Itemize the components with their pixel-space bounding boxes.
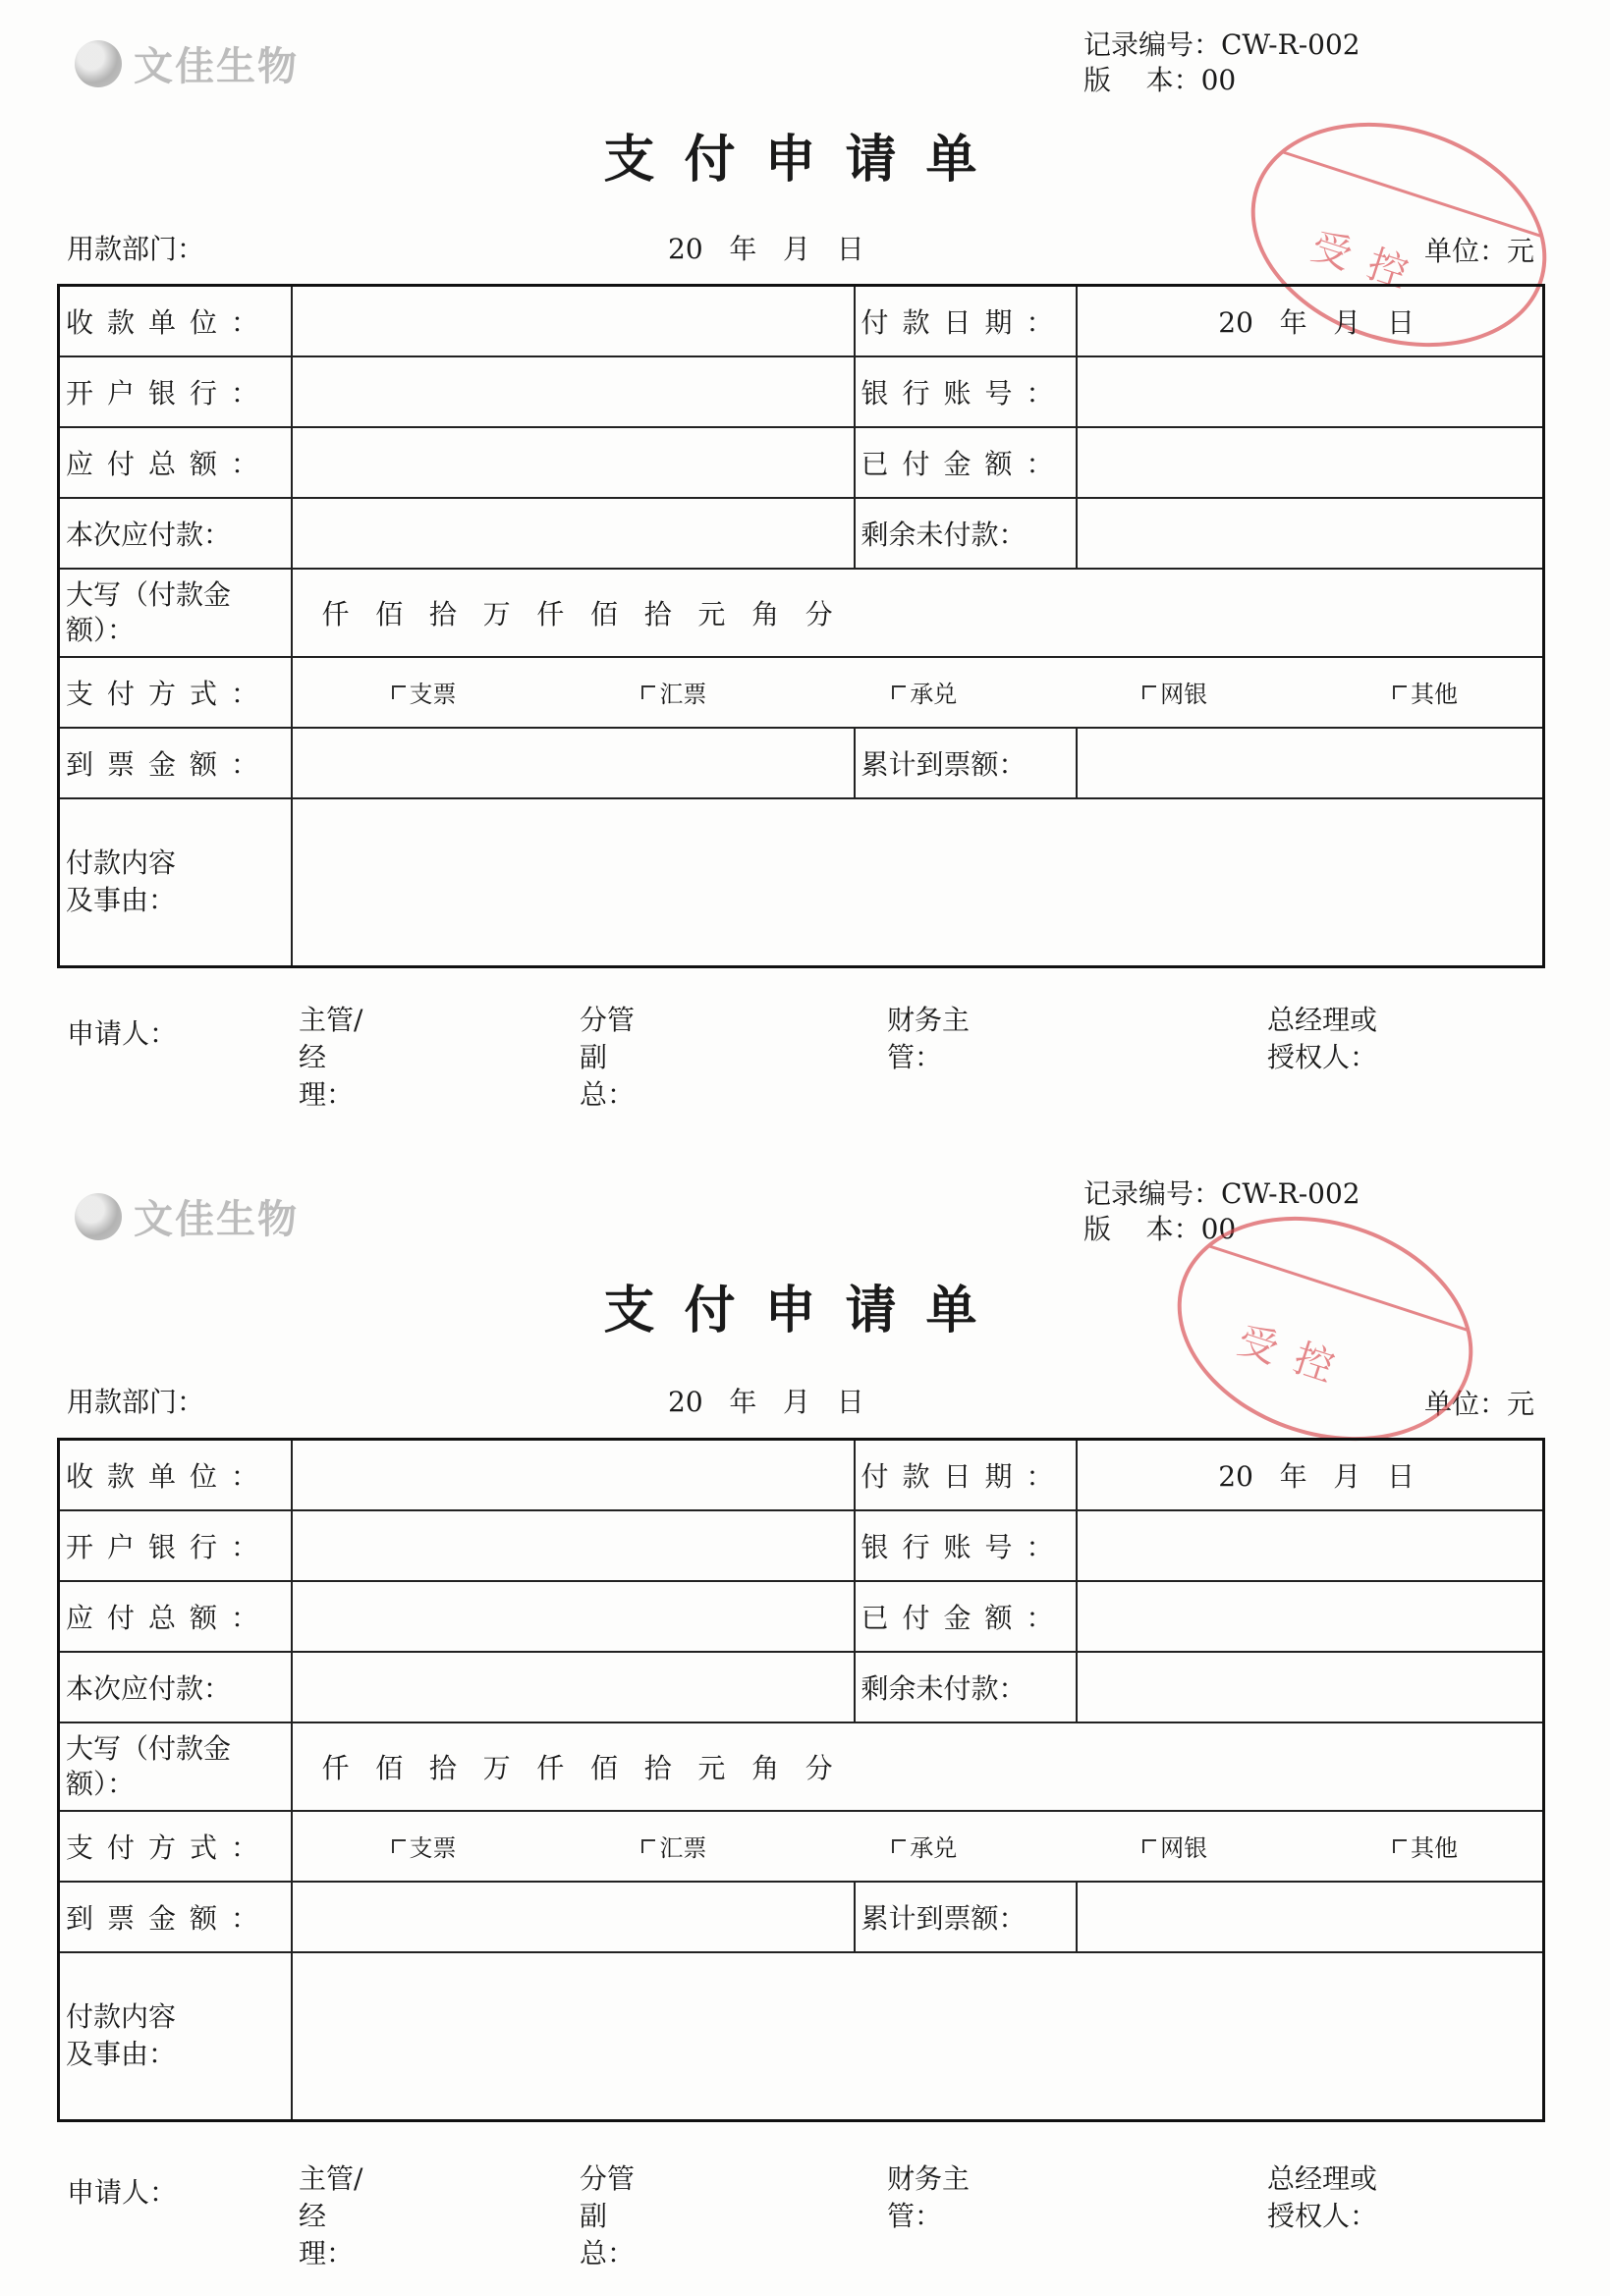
invoice-field[interactable] [292,1882,855,1952]
capital-label: 大写（付款金额）： [59,569,292,657]
invoice-total-label: 累计到票额： [855,1882,1077,1952]
finance-label: 财务主管： [887,2162,971,2232]
content-field[interactable] [292,798,1544,967]
payment-table [57,1438,1545,2122]
method-options [292,657,1544,728]
gm-label: 总经理或授权人： [1267,1004,1378,1073]
method-label: 支付方式： [59,657,292,728]
logo-icon [75,1193,122,1240]
payee-field[interactable] [292,286,855,356]
record-number: 记录编号：CW-R-002 [1083,1177,1360,1210]
checkbox-icon [1393,685,1407,699]
finance-label: 财务主管： [887,1004,971,1073]
remaining-label: 剩余未付款： [855,498,1077,569]
form-title: 支付申请单 [603,130,1007,190]
version: 版 本：00 [1083,64,1237,96]
invoice-total-label: 累计到票额： [855,728,1077,798]
method-option[interactable]: 汇票 [641,675,706,709]
method-option[interactable]: 支票 [392,1829,457,1863]
unit-label: 单位：元 [1424,1388,1535,1420]
account-label: 银行账号： [855,1510,1077,1581]
dept-label: 用款部门： [67,1386,205,1418]
vp-label: 分管副总： [580,2162,636,2269]
form-title: 支付申请单 [603,1281,1007,1340]
capital-label: 大写（付款金额）： [59,1722,292,1811]
method-options [292,1811,1544,1882]
current-field[interactable] [292,1652,855,1722]
checkbox-icon [892,1839,906,1853]
checkbox-icon [641,685,655,699]
invoice-label: 到票金额： [59,1882,292,1952]
company-logo [75,1188,299,1244]
method-option[interactable]: 支票 [392,675,457,709]
checkbox-icon [892,685,906,699]
dept-label: 用款部门： [67,233,205,265]
invoice-total-field[interactable] [1077,1882,1544,1952]
checkbox-icon [1393,1839,1407,1853]
remaining-field[interactable] [1077,498,1544,569]
method-option[interactable]: 汇票 [641,1829,706,1863]
capital-field[interactable]: 仟 佰 拾 万 仟 佰 拾 元 角 分 [292,569,1544,657]
total-label: 应付总额： [59,1581,292,1652]
payee-label: 收款单位： [59,286,292,356]
invoice-field[interactable] [292,728,855,798]
current-field[interactable] [292,498,855,569]
payment-form-1 [0,0,1610,1143]
total-field[interactable] [292,427,855,498]
method-option[interactable]: 网银 [1142,1829,1207,1863]
remaining-field[interactable] [1077,1652,1544,1722]
bank-label: 开户银行： [59,1510,292,1581]
payee-field[interactable] [292,1440,855,1510]
method-option[interactable]: 承兑 [892,675,957,709]
pay-date-field[interactable]: 20 年 月 日 [1077,286,1544,356]
invoice-total-field[interactable] [1077,728,1544,798]
invoice-label: 到票金额： [59,728,292,798]
current-label: 本次应付款： [59,498,292,569]
bank-label: 开户银行： [59,356,292,427]
applicant-label: 申请人： [67,1017,178,1050]
company-logo [75,35,299,91]
bank-field[interactable] [292,1510,855,1581]
method-option[interactable]: 网银 [1142,675,1207,709]
bank-field[interactable] [292,356,855,427]
remaining-label: 剩余未付款： [855,1652,1077,1722]
checkbox-icon [641,1839,655,1853]
content-label: 付款内容及事由： [59,1952,292,2121]
checkbox-icon [392,1839,406,1853]
account-label: 银行账号： [855,356,1077,427]
account-field[interactable] [1077,356,1544,427]
content-label: 付款内容及事由： [59,798,292,967]
total-field[interactable] [292,1581,855,1652]
account-field[interactable] [1077,1510,1544,1581]
current-label: 本次应付款： [59,1652,292,1722]
method-option[interactable]: 其他 [1393,1829,1458,1863]
method-option[interactable]: 其他 [1393,675,1458,709]
method-label: 支付方式： [59,1811,292,1882]
checkbox-icon [1142,685,1156,699]
logo-text: 文佳生物 [134,44,299,89]
date-line: 20 年 月 日 [668,233,864,265]
record-number: 记录编号：CW-R-002 [1083,28,1360,61]
paid-label: 已付金额： [855,427,1077,498]
paid-field[interactable] [1077,1581,1544,1652]
logo-text: 文佳生物 [134,1197,299,1242]
total-label: 应付总额： [59,427,292,498]
payee-label: 收款单位： [59,1440,292,1510]
content-field[interactable] [292,1952,1544,2121]
supervisor-label: 主管/经理： [299,1004,363,1111]
version: 版 本：00 [1083,1213,1237,1245]
method-option[interactable]: 承兑 [892,1829,957,1863]
checkbox-icon [1142,1839,1156,1853]
gm-label: 总经理或授权人： [1267,2162,1378,2232]
unit-label: 单位：元 [1424,235,1535,267]
pay-date-field[interactable]: 20 年 月 日 [1077,1440,1544,1510]
stamp-text: 受控 [1232,1317,1359,1397]
pay-date-label: 付款日期： [855,1440,1077,1510]
checkbox-icon [392,685,406,699]
pay-date-label: 付款日期： [855,286,1077,356]
paid-label: 已付金额： [855,1581,1077,1652]
payment-form-2 [0,1153,1610,2296]
supervisor-label: 主管/经理： [299,2162,363,2269]
payment-table [57,284,1545,968]
logo-icon [75,40,122,87]
applicant-label: 申请人： [67,2176,178,2209]
vp-label: 分管副总： [580,1004,636,1111]
stamp-text: 受控 [1305,223,1432,303]
date-line: 20 年 月 日 [668,1386,864,1418]
paid-field[interactable] [1077,427,1544,498]
capital-field[interactable]: 仟 佰 拾 万 仟 佰 拾 元 角 分 [292,1722,1544,1811]
